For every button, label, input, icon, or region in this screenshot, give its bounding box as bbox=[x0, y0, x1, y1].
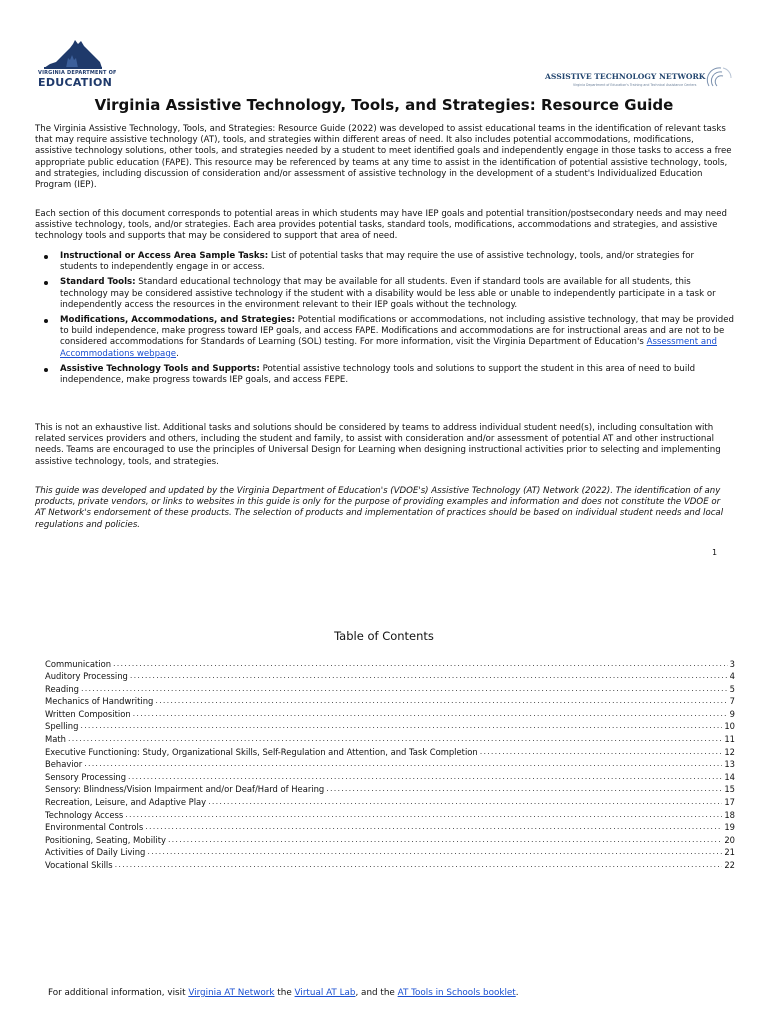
bullet-text: Potential modifications or accommodations, not including assistive technology, that may be provided to build independence, make progress toward IEP goals, and access FAPE. Modifications and accommodations are for instructional areas and are not to be considered accommodations for Standards of Learning (SOL) testing. For more information, visit the Virginia Department of Education's bbox=[60, 315, 734, 348]
list-item bbox=[42, 277, 734, 311]
toc-leader-dots bbox=[147, 846, 722, 858]
bullet-term: Modifications, Accommodations, and Strategies: bbox=[60, 315, 296, 326]
assessment-accommodations-link[interactable]: Assessment and Accommodations webpage bbox=[60, 337, 718, 359]
toc-page: 18 bbox=[724, 809, 735, 820]
page-title: Virginia Assistive Technology, Tools, and Strategies: Resource Guide bbox=[94, 96, 674, 114]
toc-page: 14 bbox=[724, 771, 735, 782]
toc-entry-communication[interactable] bbox=[45, 657, 735, 670]
toc-page: 17 bbox=[724, 796, 735, 807]
footer-text: the bbox=[274, 988, 295, 998]
toc-page: 10 bbox=[724, 721, 735, 732]
intro-paragraph: The Virginia Assistive Technology, Tools, and Strategies: Resource Guide (2022) was developed to assist educational teams in the identification of relevant tasks that may require assistive technology (AT), tools, and strategies within different areas of need. It also includes potential accommodations, modifications, assistive technology solutions, other tools, and strategies needed by a student to meet identified goals and independently engage in those tasks to access a free appropriate public education (FAPE). This resource may be referenced by teams at any time to assist in the identification of potential assistive technology, tools, and strategies, including discussion of consideration and/or assessment of assistive technology in the development of a student's Individualized Education Program (IEP). bbox=[35, 124, 732, 191]
toc-entry-recreation-leisure[interactable] bbox=[45, 795, 735, 808]
toc-leader-dots bbox=[155, 695, 727, 707]
toc-title: Table of Contents bbox=[334, 629, 434, 643]
bullet-text: Potential assistive technology tools and solutions to support the student in this area of need to build independence, make progress towards IEP goals, and access FEPE. bbox=[60, 363, 696, 386]
toc-entry-executive-functioning[interactable] bbox=[45, 745, 735, 758]
bullet-text-end: . bbox=[176, 348, 179, 359]
toc-label: Vocational Skills bbox=[45, 859, 113, 870]
at-network-logo-title: ASSISTIVE TECHNOLOGY NETWORK bbox=[545, 72, 706, 81]
toc-label: Environmental Controls bbox=[45, 822, 144, 833]
toc-leader-dots bbox=[68, 733, 722, 745]
disclaimer-paragraph: This guide was developed and updated by the Virginia Department of Education's (VDOE's) Assistive Technology (AT) Network (2022). The identification of any products, private vendors, or links to websites in this guide is only for the purpose of providing examples and information and does not constitute the VDOE or AT Network's endorsement of these products. The selection of products and implementation of practices should be based on individual student needs and local regulations and policies. bbox=[35, 486, 724, 530]
toc-label: Communication bbox=[45, 658, 112, 669]
toc-entry-environmental-controls[interactable] bbox=[45, 821, 735, 834]
toc-label: Executive Functioning: Study, Organizational Skills, Self-Regulation and Attention, and Task Completion bbox=[45, 746, 478, 757]
toc-leader-dots bbox=[81, 683, 728, 695]
toc-leader-dots bbox=[113, 658, 728, 670]
page-number: 1 bbox=[712, 548, 718, 557]
toc-leader-dots bbox=[326, 783, 722, 795]
toc-leader-dots bbox=[208, 796, 722, 808]
toc-page: 20 bbox=[724, 834, 735, 845]
toc-page: 11 bbox=[724, 734, 735, 745]
toc-entry-mechanics-of-handwriting[interactable] bbox=[45, 695, 735, 708]
toc-page: 12 bbox=[724, 746, 735, 757]
toc-entry-sensory-processing[interactable] bbox=[45, 770, 735, 783]
toc-label: Technology Access bbox=[45, 809, 124, 820]
toc-entry-reading[interactable] bbox=[45, 682, 735, 695]
toc-page: 15 bbox=[724, 784, 735, 795]
virginia-at-network-link[interactable]: Virginia AT Network bbox=[188, 988, 275, 998]
toc-entry-sensory-blindness-deaf[interactable] bbox=[45, 783, 735, 796]
toc-label: Behavior bbox=[45, 759, 83, 770]
toc-entry-auditory-processing[interactable] bbox=[45, 670, 735, 683]
toc-leader-dots bbox=[480, 746, 723, 758]
toc-leader-dots bbox=[115, 859, 723, 871]
toc-page: 5 bbox=[729, 683, 735, 694]
bullet-icon bbox=[44, 281, 48, 285]
toc-page: 3 bbox=[729, 658, 735, 669]
toc-entry-positioning-seating[interactable] bbox=[45, 833, 735, 846]
footer-text: . bbox=[515, 988, 519, 998]
toc-leader-dots bbox=[168, 834, 722, 846]
at-network-logo bbox=[545, 64, 735, 94]
list-item bbox=[42, 315, 734, 360]
bullet-term: Standard Tools: bbox=[60, 277, 136, 288]
toc-page: 22 bbox=[724, 859, 735, 870]
list-item bbox=[42, 364, 734, 386]
toc-leader-dots bbox=[128, 771, 722, 783]
toc-leader-dots bbox=[133, 708, 728, 720]
bullet-icon bbox=[44, 255, 48, 259]
virtual-at-lab-link[interactable]: Virtual AT Lab bbox=[294, 988, 356, 998]
toc-page: 7 bbox=[729, 696, 735, 707]
at-network-logo-subtitle: Virginia Department of Education's Training and Technical Assistance Centers bbox=[573, 83, 697, 87]
toc-label: Mechanics of Handwriting bbox=[45, 696, 154, 707]
toc-label: Spelling bbox=[45, 721, 79, 732]
toc-page: 13 bbox=[724, 759, 735, 770]
bullet-text: Standard educational technology that may be available for all students. Even if standard tools are available for all students, this technology may be considered assistive technology if the student with a disability would be less able or unable to independently participate in a task or independently access the resources in the environment relevant to their IEP goals without the technology. bbox=[60, 277, 716, 310]
toc-label: Math bbox=[45, 734, 66, 745]
toc-label: Reading bbox=[45, 683, 79, 694]
vdoe-logo-line1: VIRGINIA DEPARTMENT OF bbox=[38, 70, 117, 76]
toc-entry-written-composition[interactable] bbox=[45, 707, 735, 720]
bullet-term: Assistive Technology Tools and Supports: bbox=[60, 363, 260, 374]
toc-leader-dots bbox=[125, 809, 722, 821]
toc-label: Activities of Daily Living bbox=[45, 847, 146, 858]
footer-info bbox=[48, 988, 519, 998]
toc-leader-dots bbox=[130, 670, 728, 682]
sections-paragraph: Each section of this document corresponds to potential areas in which students may have IEP goals and potential transition/postsecondary needs and may need assistive technology, tools, and/or strategies. Each area provides potential tasks, standard tools, modifications, accommodations and strategies, and assistive technology tools and supports that may be considered to support that area of need. bbox=[35, 209, 727, 242]
toc-page: 9 bbox=[729, 708, 735, 719]
footer-text: , and the bbox=[355, 988, 398, 998]
virginia-state-icon bbox=[42, 38, 104, 70]
toc-leader-dots bbox=[84, 758, 722, 770]
toc-entry-behavior[interactable] bbox=[45, 758, 735, 771]
toc-entry-activities-daily-living[interactable] bbox=[45, 846, 735, 859]
bullet-text: List of potential tasks that may require the use of assistive technology, tools, and/or strategies for students to independently engage in or access. bbox=[60, 251, 695, 273]
toc-entry-vocational-skills[interactable] bbox=[45, 858, 735, 871]
toc-page: 21 bbox=[724, 847, 735, 858]
toc-page: 19 bbox=[724, 822, 735, 833]
toc-entry-math[interactable] bbox=[45, 732, 735, 745]
toc-page: 4 bbox=[729, 671, 735, 682]
toc-entry-spelling[interactable] bbox=[45, 720, 735, 733]
bullet-term: Instructional or Access Area Sample Tasks: bbox=[60, 251, 269, 261]
bullet-icon bbox=[44, 319, 48, 323]
toc-leader-dots bbox=[80, 720, 722, 732]
toc-label: Auditory Processing bbox=[45, 671, 128, 682]
not-exhaustive-paragraph: This is not an exhaustive list. Additional tasks and solutions should be considered by teams to address individual student need(s), including consultation with related services providers and others, including the student and family, to assist with consideration and/or assessment of potential AT and other instructional needs. Teams are encouraged to use the principles of Universal Design for Learning when designing instructional activities prior to selecting and implementing assistive technology, tools, and strategies. bbox=[35, 423, 721, 467]
network-arcs-icon bbox=[705, 64, 733, 90]
list-item bbox=[42, 251, 734, 273]
toc-label: Written Composition bbox=[45, 708, 131, 719]
footer-text: For additional information, visit bbox=[48, 988, 189, 998]
toc-label: Recreation, Leisure, and Adaptive Play bbox=[45, 796, 207, 807]
toc-leader-dots bbox=[145, 821, 722, 833]
table-of-contents bbox=[45, 657, 735, 871]
bullet-icon bbox=[44, 368, 48, 372]
vdoe-logo bbox=[36, 38, 117, 89]
toc-label: Positioning, Seating, Mobility bbox=[45, 834, 166, 845]
toc-label: Sensory Processing bbox=[45, 771, 127, 782]
section-definitions-list bbox=[42, 251, 734, 390]
vdoe-logo-line2: EDUCATION bbox=[38, 76, 113, 89]
toc-label: Sensory: Blindness/Vision Impairment and/or Deaf/Hard of Hearing bbox=[45, 784, 325, 795]
toc-entry-technology-access[interactable] bbox=[45, 808, 735, 821]
at-tools-booklet-link[interactable]: AT Tools in Schools booklet bbox=[397, 988, 516, 998]
